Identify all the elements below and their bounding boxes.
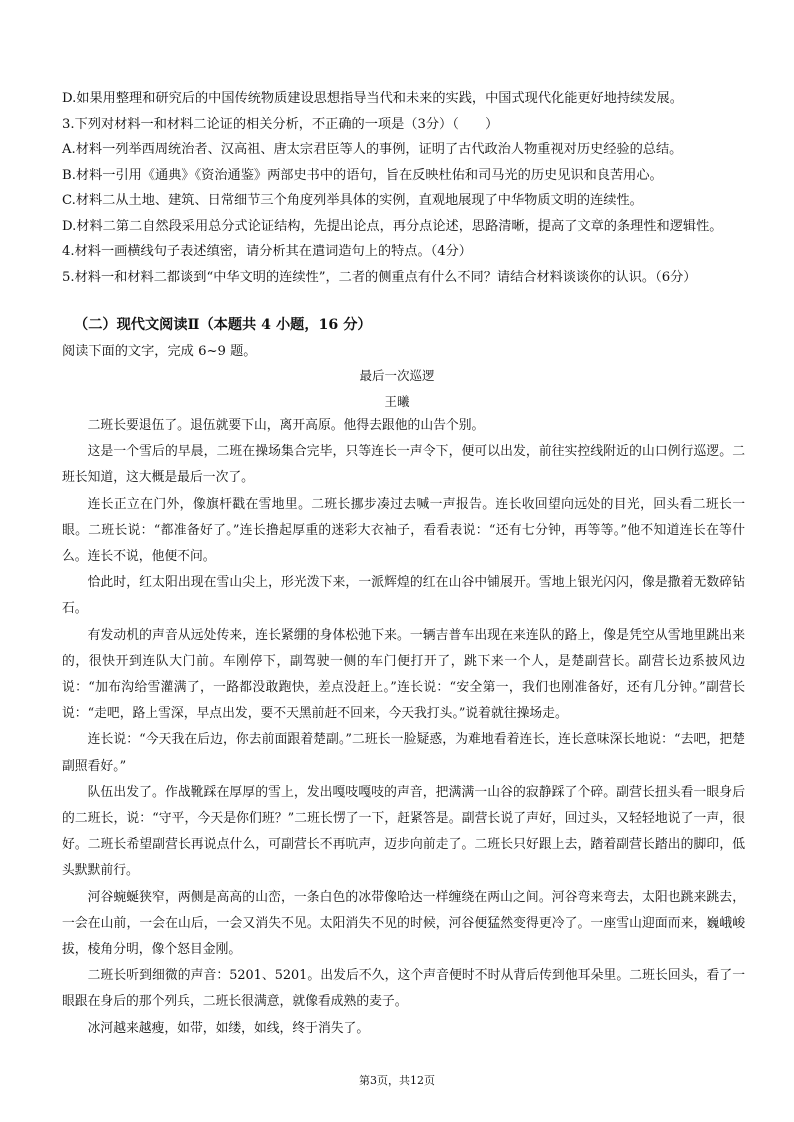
question-line: D.材料二第二自然段采用总分式论证结构，先提出论点，再分点论述，思路清晰，提高了文章的条理性和逻辑性。 (62, 218, 723, 234)
story-title: 最后一次巡逻 (359, 368, 435, 383)
story-paragraph: 恰此时，红太阳出现在雪山尖上，形光泼下来，一派辉煌的红在山谷中铺展开。雪地上银光闪闪，像是撒着无数碎钻石。 (62, 575, 745, 617)
question-block (62, 86, 747, 290)
question-line: 3.下列对材料一和材料二论证的相关分析，不正确的一项是（3分）（ ） (62, 116, 499, 132)
story-paragraph: 有发动机的声音从远处传来，连长紧绷的身体松弛下来。一辆吉普车出现在来连队的路上，像是凭空从雪地里跳出来的，很快开到连队大门前。车刚停下，副驾驶一侧的车门便打开了，跳下来一个人，是楚副营长。副营长边系披风边说：“加布沟给雪灌满了，一路都没敢跑快，差点没赶上。”连长说：“安全第一，我们也刚准备好，还有几分钟。”副营长说：“走吧，路上雪深，早点出发，要不天黑前赶不回来，今天我打头。”说着就往操场走。 (62, 627, 745, 722)
question-line: A.材料一列举西周统治者、汉高祖、唐太宗君臣等人的事例，证明了古代政治人物重视对历史经验的总结。 (62, 142, 683, 157)
question-line: C.材料二从土地、建筑、日常细节三个角度列举具体的实例，直观地展现了中华物质文明的连续性。 (62, 193, 643, 208)
story-paragraph: 队伍出发了。作战靴踩在厚厚的雪上，发出嘎吱嘎吱的声音，把满满一山谷的寂静踩了个碎。副营长扭头看一眼身后的二班长，说：“守平，今天是你们班？”二班长愣了一下，赶紧答是。副营长说了声好，回过头，又轻轻地说了一声，很好。二班长希望副营长再说点什么，可副营长不再吭声，迈步向前走了。二班长只好跟上去，踏着副营长踏出的脚印，低头默默前行。 (62, 784, 745, 879)
story-paragraph: 冰河越来越瘦，如带，如缕，如线，终于消失了。 (87, 1020, 370, 1036)
story-body (62, 413, 745, 1042)
story-paragraph: 二班长听到细微的声音：5201、5201。出发后不久，这个声音便时不时从背后传到他耳朵里。二班长回头，看了一眼跟在身后的那个列兵，二班长很满意，就像看成熟的麦子。 (62, 968, 745, 1010)
story-paragraph: 这是一个雪后的早晨，二班在操场集合完毕，只等连长一声令下，便可以出发，前往实控线附近的山口例行巡逻。二班长知道，这大概是最后一次了。 (62, 444, 745, 486)
story-paragraph: 二班长要退伍了。退伍就要下山，离开高原。他得去跟他的山告个别。 (87, 418, 485, 433)
question-line: B.材料一引用《通典》《资治通鉴》两部史书中的语句，旨在反映杜佑和司马光的历史见识和良苦用心。 (62, 167, 663, 183)
story-paragraph: 河谷蜿蜒狭窄，两侧是高高的山峦，一条白色的冰带像哈达一样缠绕在两山之间。河谷弯来弯去，太阳也跳来跳去，一会在山前，一会在山后，一会又消失不见。太阳消失不见的时候，河谷便猛然变得更冷了。一座雪山迎面而来，巍峨峻拔，棱角分明，像个怒目金刚。 (62, 889, 745, 958)
story-paragraph: 连长说：“今天我在后边，你去前面跟着楚副。”二班长一脸疑惑，为难地看着连长，连长意味深长地说：“去吧，把楚副照看好。” (62, 732, 745, 774)
reading-instruction: 阅读下面的文字，完成 6~9 题。 (62, 344, 257, 359)
question-line: D.如果用整理和研究后的中国传统物质建设思想指导当代和未来的实践，中国式现代化能更好地持续发展。 (62, 91, 683, 106)
question-line: 5.材料一和材料二都谈到“中华文明的连续性”，二者的侧重点有什么不同？请结合材料谈谈你的认识。（6分） (62, 269, 697, 285)
section-heading: （二）现代文阅读Ⅱ（本题共 4 小题，16 分） (74, 317, 372, 333)
story-author: 王曦 (384, 394, 410, 409)
page-number: 第3页，共12页 (359, 1074, 435, 1087)
question-line: 4.材料一画横线句子表述缜密，请分析其在遣词造句上的特点。（4分） (62, 244, 472, 259)
story-paragraph: 连长正立在门外，像旗杆戳在雪地里。二班长挪步凑过去喊一声报告。连长收回望向远处的目光，回头看二班长一眼。二班长说：“都准备好了。”连长撸起厚重的迷彩大衣袖子，看看表说：“还有七分钟，再等等。”他不知道连长在等什么。连长不说，他便不问。 (62, 496, 745, 565)
